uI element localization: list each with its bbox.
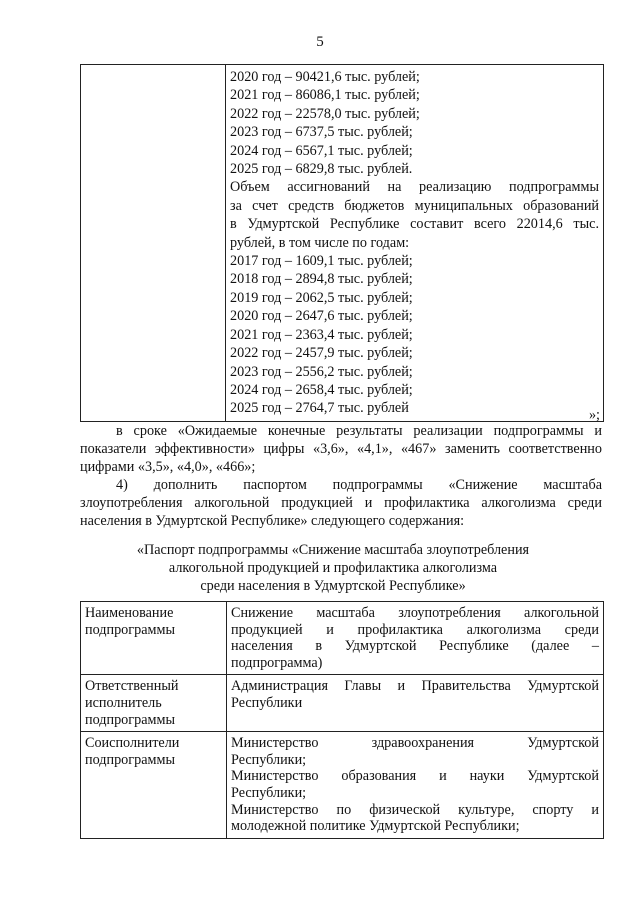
body-line: в сроке «Ожидаемые конечные результаты реализации подпрограммы и [116, 423, 602, 439]
value-line: Республики; [231, 784, 307, 801]
value-line: молодежной политике Удмуртской Республики; [231, 818, 520, 835]
passport-row-name [81, 602, 604, 675]
funding-paragraph-line: в Удмуртской Республике составит всего 22014,6 тыс. [230, 216, 599, 233]
passport-table [80, 601, 604, 839]
funding-line: 2022 год – 22578,0 тыс. рублей; [230, 105, 420, 122]
label-line: подпрограммы [85, 751, 175, 768]
funding-line: 2023 год – 6737,5 тыс. рублей; [230, 124, 413, 141]
value-line: Республики; [231, 751, 307, 768]
funding-line: 2025 год – 2764,7 тыс. рублей [230, 400, 409, 417]
funding-line: 2017 год – 1609,1 тыс. рублей; [230, 253, 413, 270]
passport-title-line: алкогольной продукцией и профилактика алкоголизма [168, 560, 498, 576]
label-line: исполнитель [85, 694, 162, 711]
row-value [227, 675, 604, 732]
body-line: показатели эффективности» цифры «3,6», «4,1», «467» заменить соответственно [80, 441, 602, 457]
label-line: Наименование [85, 605, 174, 621]
funding-line: 2020 год – 2647,6 тыс. рублей; [230, 308, 413, 325]
row-value [227, 602, 604, 675]
funding-paragraph-line: за счет средств бюджетов муниципальных образований [230, 197, 599, 214]
label-line: Ответственный [85, 678, 179, 695]
closing-quote: »; [588, 407, 600, 423]
funding-line: 2024 год – 2658,4 тыс. рублей; [230, 381, 413, 398]
funding-line: 2021 год – 2363,4 тыс. рублей; [230, 326, 413, 343]
funding-paragraph-line: Объем ассигнований на реализацию подпрограммы [230, 179, 599, 196]
value-line: населения в Удмуртской Республике (далее – [231, 638, 599, 655]
passport-row-executor [81, 675, 604, 732]
funding-table [80, 64, 604, 422]
passport-title-line: среди населения в Удмуртской Республике» [200, 578, 466, 594]
funding-line: 2024 год – 6567,1 тыс. рублей; [230, 142, 413, 159]
value-line: подпрограмма) [231, 654, 323, 671]
funding-line: 2025 год – 6829,8 тыс. рублей. [230, 161, 413, 178]
value-line: Министерство образования и науки Удмуртской [231, 768, 599, 785]
funding-table-right-cell [226, 65, 604, 422]
funding-line: 2020 год – 90421,6 тыс. рублей; [230, 69, 420, 85]
label-line: подпрограммы [85, 621, 175, 638]
funding-line: 2018 год – 2894,8 тыс. рублей; [230, 271, 413, 288]
row-value [227, 732, 604, 839]
value-line: Министерство здравоохранения Удмуртской [231, 735, 599, 752]
value-line: продукцией и профилактика алкоголизма среди [231, 621, 599, 638]
value-line: Снижение масштаба злоупотребления алкогольной [231, 605, 599, 621]
label-line: подпрограммы [85, 711, 175, 728]
passport-row-coexecutors [81, 732, 604, 839]
row-label [81, 602, 227, 675]
funding-table-left-cell [81, 65, 226, 422]
value-line: Администрация Главы и Правительства Удмуртской [231, 678, 599, 695]
funding-paragraph-line: рублей, в том числе по годам: [230, 234, 410, 251]
page-number: 5 [316, 34, 324, 50]
body-line: злоупотребления алкогольной продукцией и профилактика алкоголизма среди [80, 495, 602, 511]
label-line: Соисполнители [85, 735, 180, 752]
body-line: населения в Удмуртской Республике» следующего содержания: [80, 513, 465, 529]
body-line: цифрами «3,5», «4,0», «466»; [80, 459, 256, 475]
funding-line: 2019 год – 2062,5 тыс. рублей; [230, 289, 413, 306]
value-line: Республики [231, 694, 303, 711]
passport-title-line: «Паспорт подпрограммы «Снижение масштаба злоупотребления [136, 542, 530, 558]
value-line: Министерство по физической культуре, спорту и [231, 801, 599, 818]
row-label [81, 732, 227, 839]
funding-line: 2022 год – 2457,9 тыс. рублей; [230, 345, 413, 362]
funding-line: 2023 год – 2556,2 тыс. рублей; [230, 363, 413, 380]
body-line: 4) дополнить паспортом подпрограммы «Снижение масштаба [116, 477, 602, 493]
row-label [81, 675, 227, 732]
funding-line: 2021 год – 86086,1 тыс. рублей; [230, 87, 420, 104]
